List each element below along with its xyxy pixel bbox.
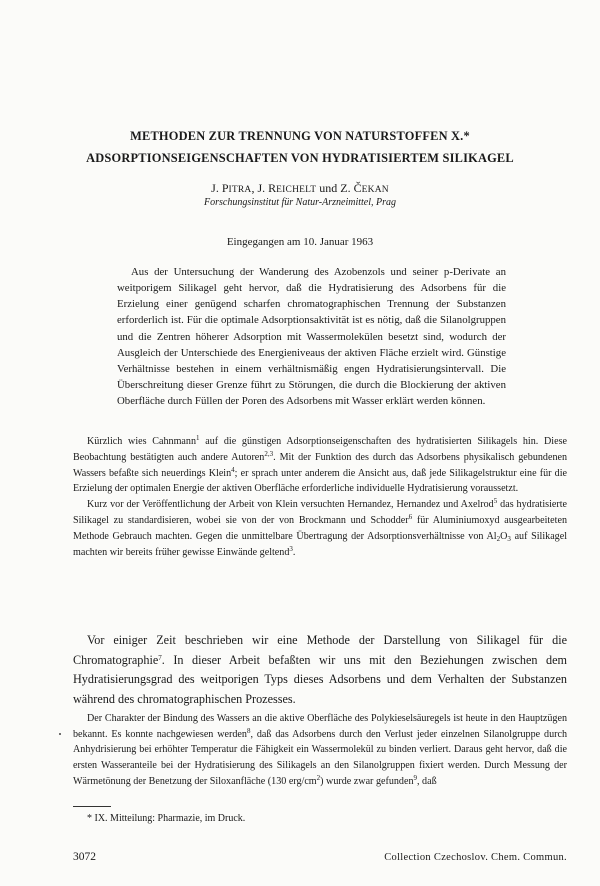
- text-run: Der Charakter der Bindung des Wassers an die aktive Oberfläche des Polykieselsäuregels ist heute in den Hauptzügen bekannt. Es konnte nachgewiesen werden: [73, 713, 567, 740]
- text-run: auf die günstigen Adsorptionseigenschaften des hydratisierten Silikagels hin. Diese Beobachtung bestätigten auch andere Autoren: [73, 436, 567, 463]
- subscript: 2: [496, 534, 501, 543]
- paragraph-1: [73, 434, 567, 497]
- reference-mark: 2,3: [264, 449, 274, 458]
- author-separator: , J. R: [251, 181, 277, 195]
- reference-mark: 3: [289, 544, 293, 553]
- reference-mark: 6: [408, 512, 413, 521]
- reference-mark: 1: [196, 434, 200, 442]
- abstract: [117, 264, 506, 409]
- reference-mark: 9: [413, 773, 417, 782]
- text-run: ; er sprach unter anderem die Ansicht aus, daß jede Silikagelstruktur eine für die Erzielung der optimalen Energie der aktiven Oberfläche erforderliche individuelle Hydratisierung voraussetzt.: [73, 467, 567, 495]
- footnote: * IX. Mitteilung: Pharmazie, im Druck.: [87, 813, 246, 824]
- author-1-surname: ITRA: [228, 185, 252, 195]
- text-run: Vor einiger Zeit beschrieben wir eine Methode der Darstellung von Silikagel für die Chromatographie: [73, 633, 567, 667]
- reference-mark: 4: [231, 465, 235, 474]
- paragraph-3: [73, 631, 567, 709]
- abstract-text: Aus der Untersuchung der Wanderung des Azobenzols und seiner p-Derivate an weitporigem Silikagel geht hervor, daß die Hydratisierung des Adsorbens für die Erzielung einer genügend scharfen chromatographischen Trennung der Substanzen erforderlich ist. Für die optimale Adsorptionsaktivität ist es nötig, daß die Silanolgruppen und die Zentren höherer Adsorption mit Wassermolekülen besetzt sind, wodurch der Ausgleich der Unterschiede des Energieniveaus der aktiven Fläche erzielt wird. Günstige Verhältnisse bestehen in einem verhältnismäßig engen Hydratisierungsintervall. Die Überschreitung dieser Grenze führt zu Störungen, die durch die Blockierung der aktiven Oberfläche durch Füllen der Poren des Adsorbens mit Wasser erklärt werden können.: [117, 266, 506, 408]
- author-2-surname: EICHELT: [276, 185, 317, 195]
- subscript: 3: [507, 534, 511, 543]
- paragraph-2: [73, 497, 567, 560]
- author-3-surname: EKAN: [361, 185, 389, 195]
- text-run: für Aluminiumoxyd ausgearbeiteten Methode Gebrauch machten. Gegen die unmittelbare Übertragung der Adsorptionsverhältnisse von Al: [73, 514, 567, 542]
- superscript: 2: [316, 773, 321, 782]
- text-run: Kurz vor der Veröffentlichung der Arbeit von Klein versuchten Hernandez, Hernandez und Axelrod: [87, 499, 494, 511]
- author-1-initial: J. P: [211, 181, 229, 195]
- text-run: , daß das Adsorbens durch den Verlust jeder einzelnen Silanolgruppe durch Anhydrisierung bei erhöhter Temperatur die Fähigkeit ein Wassermolekül zu binden verliert. Daraus geht hervor, daß die ersten Wasseranteile bei der Hydratisierung des Silikagels an den Silanolgruppen fixiert werden. Durch Messung der Wärmetönung der Benetzung der Siloxanfläche (130 erg/cm: [73, 728, 568, 787]
- authors: [40, 181, 560, 196]
- body-section-1: [73, 434, 567, 560]
- reference-mark: 8: [246, 726, 251, 735]
- journal-name: Collection Czechoslov. Chem. Commun.: [384, 852, 567, 863]
- text-run: .: [292, 546, 296, 558]
- title-line-1: METHODEN ZUR TRENNUNG VON NATURSTOFFEN X.*: [130, 129, 470, 143]
- reference-mark: 7: [158, 653, 162, 662]
- title-line-2: ADSORPTIONSEIGENSCHAFTEN VON HYDRATISIERTEM SILIKAGEL: [86, 151, 514, 165]
- page-number: 3072: [73, 851, 96, 863]
- text-run: das hydratisierte Silikagel zu standardisieren, wobei sie von der von Brockmann und Schodder: [73, 499, 568, 526]
- author-and: und Z. Č: [316, 181, 362, 195]
- text-run: . In dieser Arbeit befaßten wir uns mit den Beziehungen zwischen dem Hydratisierungsgrad des weitporigen Typs dieses Adsorbens und dem Verhalten der Substanzen während des chromatographischen Prozesses.: [73, 652, 567, 706]
- text-run: ) wurde zwar gefunden: [320, 775, 414, 787]
- paragraph-4: [73, 711, 567, 790]
- received-date: Eingegangen am 10. Januar 1963: [226, 236, 374, 248]
- text-run: auf Silikagel machten wir bereits früher gewisse Einwände geltend: [73, 530, 567, 558]
- footnote-rule: [73, 806, 111, 807]
- text-run: Kürzlich wies Cahnmann: [87, 436, 197, 447]
- text-run: , daß: [417, 775, 437, 787]
- reference-mark: 5: [493, 497, 498, 506]
- text-run: . Mit der Funktion des durch das Adsorbens physikalisch gebundenen Wassers befaßte sich neuerdings Klein: [73, 451, 568, 479]
- margin-mark: [59, 733, 61, 735]
- institute: Forschungsinstitut für Natur-Arzneimittel, Prag: [203, 197, 397, 208]
- text-run: O: [500, 530, 508, 542]
